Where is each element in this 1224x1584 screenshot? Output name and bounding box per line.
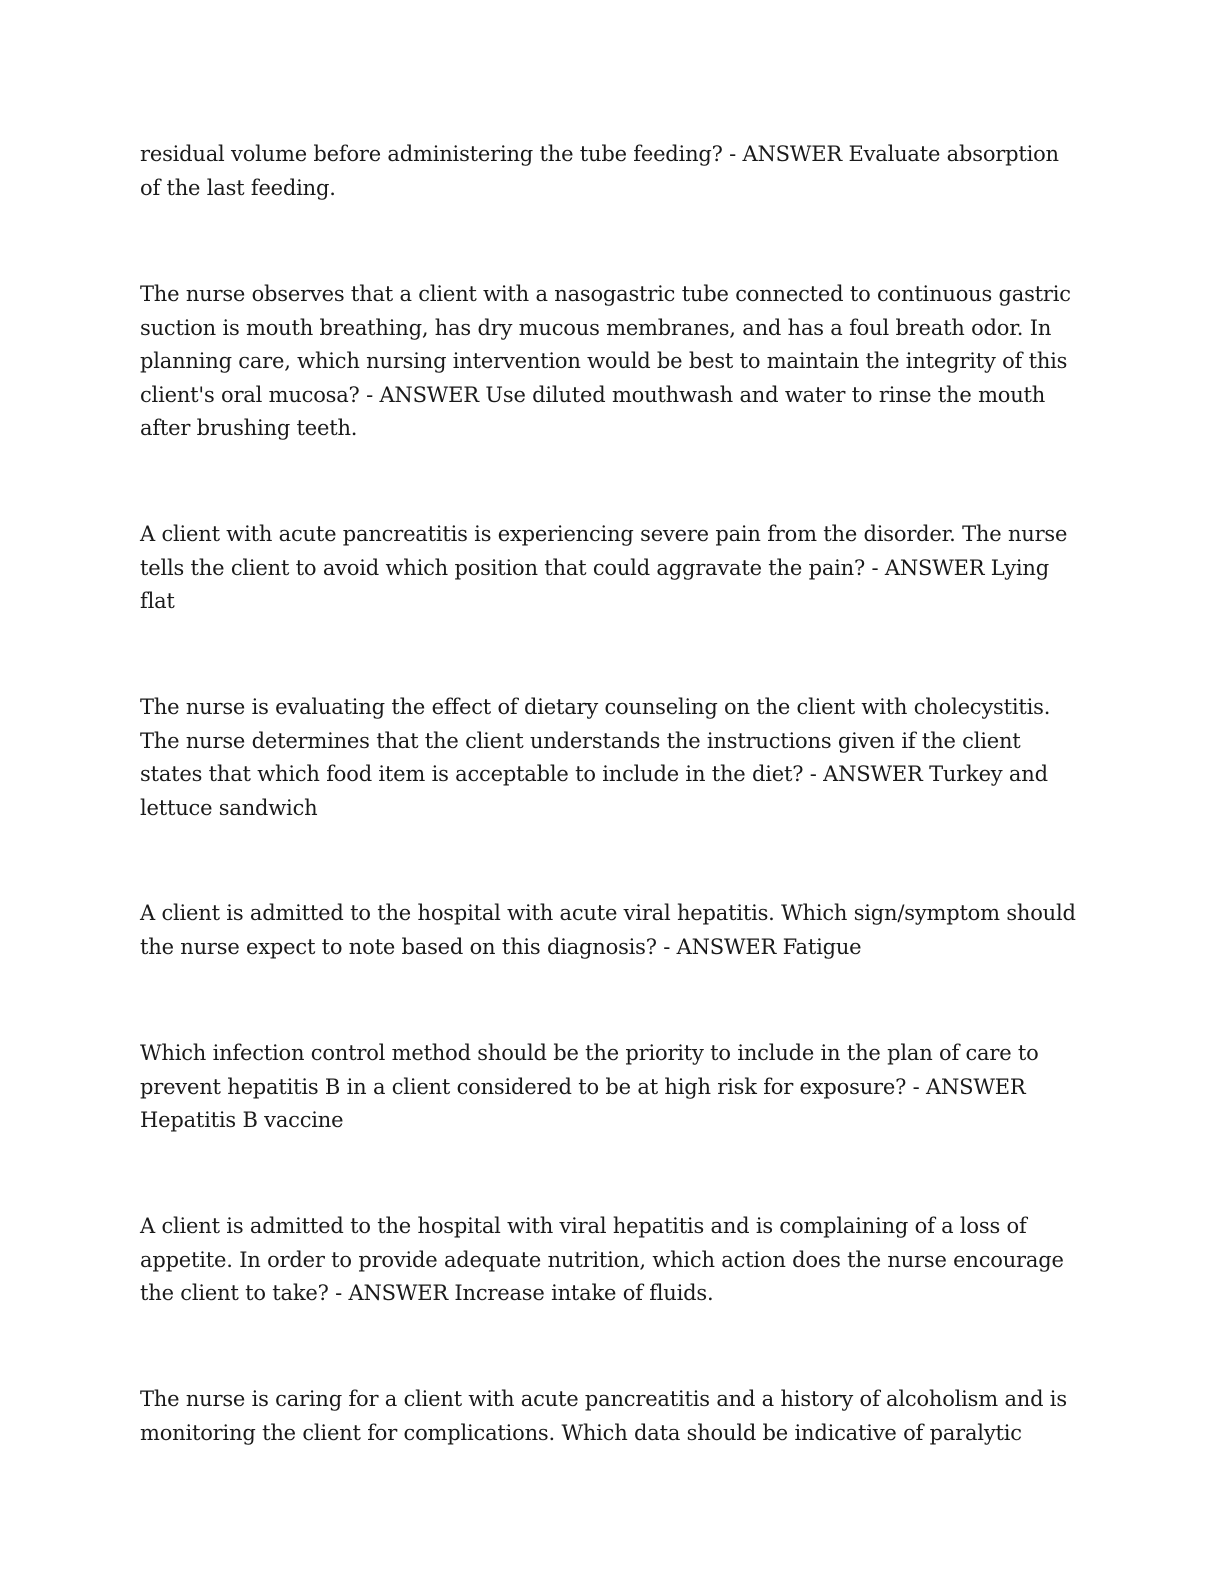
qa-paragraph-1: residual volume before administering the tube feeding? - ANSWER Evaluate absorption of the last feeding.: [140, 142, 1059, 200]
qa-paragraph-3: A client with acute pancreatitis is experiencing severe pain from the disorder. The nurse tells the client to avoid which position that could aggravate the pain? - ANSWER Lying flat: [140, 522, 1068, 613]
qa-paragraph-2: The nurse observes that a client with a nasogastric tube connected to continuous gastric suction is mouth breathing, has dry mucous membranes, and has a foul breath odor. In planning care, which nursing intervention would be best to maintain the integrity of this client's oral mucosa? - ANSWER Use diluted mouthwash and water to rinse the mouth after brushing teeth.: [140, 282, 1071, 440]
qa-paragraph-4: The nurse is evaluating the effect of dietary counseling on the client with cholecystitis. The nurse determines that the client understands the instructions given if the client states that which food item is acceptable to include in the diet? - ANSWER Turkey and lettuce sandwich: [140, 695, 1051, 820]
qa-paragraph-7: A client is admitted to the hospital with viral hepatitis and is complaining of a loss of appetite. In order to provide adequate nutrition, which action does the nurse encourage the client to take? - ANSWER Increase intake of fluids.: [140, 1214, 1064, 1305]
qa-paragraph-8: The nurse is caring for a client with acute pancreatitis and a history of alcoholism and is monitoring the client for complications. Which data should be indicative of paralytic: [140, 1387, 1067, 1445]
qa-paragraph-5: A client is admitted to the hospital with acute viral hepatitis. Which sign/symptom should the nurse expect to note based on this diagnosis? - ANSWER Fatigue: [140, 901, 1076, 959]
qa-paragraph-6: Which infection control method should be the priority to include in the plan of care to prevent hepatitis B in a client considered to be at high risk for exposure? - ANSWER Hepatitis B vaccine: [140, 1041, 1039, 1132]
